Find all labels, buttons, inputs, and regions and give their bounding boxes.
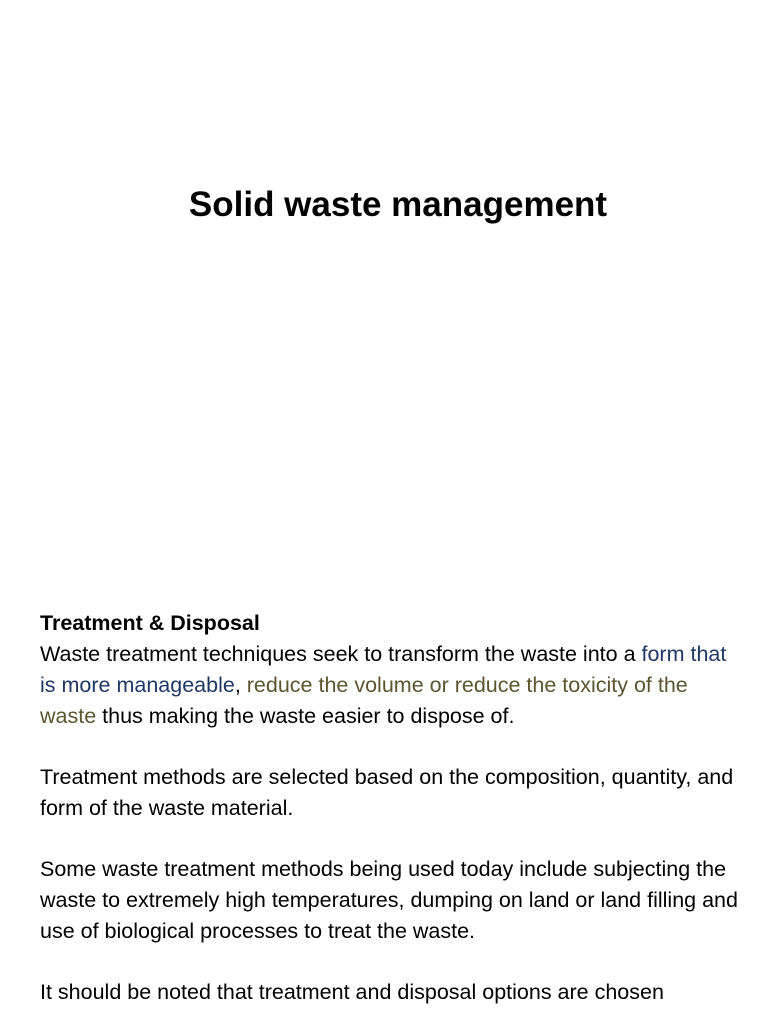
intro-text-2: , (234, 673, 247, 697)
paragraph-intro (40, 608, 740, 732)
slide-title: Solid waste management (188, 185, 608, 224)
paragraph-treatment-examples: Some waste treatment methods being used today include subjecting the waste to extremely high temperatures, dumping on land or land filling and use of biological processes to treat the waste. (40, 857, 738, 943)
intro-text-highlight-blue: form that is more manageable (40, 642, 727, 697)
section-heading: Treatment & Disposal (40, 611, 260, 635)
intro-text-highlight-olive: reduce the volume or reduce the toxicity of the waste (40, 673, 688, 728)
intro-text-1: Waste treatment techniques seek to transform the waste into a (40, 642, 642, 666)
paragraph-treatment-methods: Treatment methods are selected based on the composition, quantity, and form of the waste material. (40, 765, 734, 820)
intro-text-3: thus making the waste easier to dispose of. (96, 704, 515, 728)
paragraph-options-note: It should be noted that treatment and disposal options are chosen (40, 980, 664, 1004)
treatment-disposal-section (40, 608, 740, 1024)
